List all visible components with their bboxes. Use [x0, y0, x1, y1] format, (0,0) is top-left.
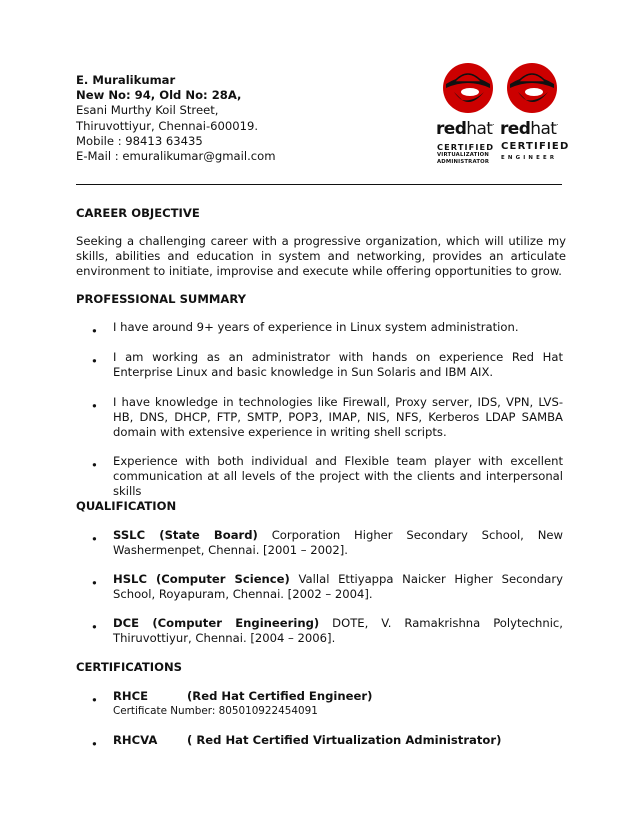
bullet-icon: • — [91, 576, 98, 590]
degree-name: DCE (Computer Engineering) — [113, 616, 320, 630]
redhat-wordmark: redhat. — [500, 119, 558, 139]
certifications-heading: CERTIFICATIONS — [76, 660, 183, 674]
cert-sub-engineer: ENGINEER — [501, 155, 558, 161]
certified-label: CERTIFIED — [501, 141, 570, 152]
cert-sub-virtualization: VIRTUALIZATION — [437, 152, 489, 158]
professional-summary-heading: PROFESSIONAL SUMMARY — [76, 292, 247, 306]
header-divider — [76, 184, 562, 185]
bullet-icon: • — [91, 354, 98, 368]
degree-name: SSLC (State Board) — [113, 528, 258, 542]
rhcva-logo — [436, 62, 502, 168]
candidate-name: E. Muralikumar — [76, 73, 176, 87]
certification-name: RHCVA — [113, 733, 158, 747]
certification-logos — [436, 62, 568, 168]
bullet-icon: • — [91, 458, 98, 472]
shadowman-icon — [504, 62, 560, 114]
bullet-icon: • — [91, 399, 98, 413]
career-objective-heading: CAREER OBJECTIVE — [76, 206, 200, 220]
shadowman-icon — [440, 62, 496, 114]
certified-label: CERTIFIED — [437, 142, 495, 152]
rhce-logo — [500, 62, 570, 168]
degree-detail: Corporation Higher Secondary School, New Washermenpet, Chennai. [2001 – 2002]. — [113, 528, 563, 558]
address-line-2: Esani Murthy Koil Street, — [76, 103, 219, 118]
degree-detail: Vallal Ettiyappa Naicker Higher Secondary School, Royapuram, Chennai. [2002 – 2004]. — [113, 572, 563, 602]
bullet-icon: • — [91, 620, 98, 634]
contact-block — [76, 73, 276, 164]
bullet-icon: • — [91, 737, 98, 751]
redhat-wordmark: redhat. — [436, 119, 494, 139]
certification-desc: ( Red Hat Certified Virtualization Administrator) — [187, 733, 502, 747]
mobile-number: Mobile : 98413 63435 — [76, 133, 203, 148]
resume-page: E. Muralikumar New No: 94, Old No: 28A, Esani Murthy Koil Street, Thiruvottiyur, Chennai-600019. Mobile : 98413 63435 E-Mail : emuralikumar@gmail.com redhat. CERTIFIED VIRTUALIZATION ADMINISTRATOR redhat. CERTIFIED ENGINEER CAREER OBJECTIVE Seeking a challenging career with a progressive organization, which will utilize my skills, abilities and education in system and networking, provides an articulate environment to initiate, improvise and execute while offering opportunities to grow. PROFESSIONAL SUMMARY • I have around 9+ years of experience in Linux system administration. • I am working as an administrator with hands on experience Red Hat Enterprise Linux and basic knowledge in Sun Solaris and IBM AIX. • I have knowledge in technologies like Firewall, Proxy server, IDS, VPN, LVS-HB, DNS, DHCP, FTP, SMTP, POP3, IMAP, NIS, NFS, Kerberos LDAP SAMBA domain with extensive experience in writing shell scripts. • Experience with both individual and Flexible team player with excellent communication at all levels of the project with the clients and interpersonal skills QUALIFICATION • SSLC (State Board) Corporation Higher Secondary School, New Washermenpet, Chennai. [2001 – 2002]. • HSLC (Computer Science) Vallal Ettiyappa Naicker Higher Secondary School, Royapuram, Chennai. [2002 – 2004]. • DCE (Computer Engineering) DOTE, V. Ramakrishna Polytechnic, Thiruvottiyur, Chennai. [2004 – 2006]. CERTIFICATIONS • RHCE (Red Hat Certified Engineer) Certificate Number: 805010922454091 • RHCVA ( Red Hat Certified Virtualization Administrator) — [0, 0, 638, 826]
degree-name: HSLC (Computer Science) — [113, 572, 290, 586]
career-objective-text: Seeking a challenging career with a progressive organization, which will utilize my skills, abilities and education in system and networking, provides an articulate environment to initiate, improvise and execute while offering opportunities to grow. — [76, 234, 566, 279]
certificate-number: Certificate Number: 805010922454091 — [113, 705, 318, 718]
certification-desc: (Red Hat Certified Engineer) — [187, 689, 373, 703]
bullet-icon: • — [91, 532, 98, 546]
cert-sub-administrator: ADMINISTRATOR — [437, 159, 490, 165]
certification-name: RHCE — [113, 689, 149, 703]
bullet-icon: • — [91, 324, 98, 338]
degree-detail: DOTE, V. Ramakrishna Polytechnic, Thiruvottiyur, Chennai. [2004 – 2006]. — [113, 616, 563, 646]
bullet-icon: • — [91, 693, 98, 707]
email-address: E-Mail : emuralikumar@gmail.com — [76, 149, 276, 164]
address-line-3: Thiruvottiyur, Chennai-600019. — [76, 118, 259, 133]
address-line-1: New No: 94, Old No: 28A, — [76, 88, 242, 103]
qualification-heading: QUALIFICATION — [76, 499, 177, 513]
